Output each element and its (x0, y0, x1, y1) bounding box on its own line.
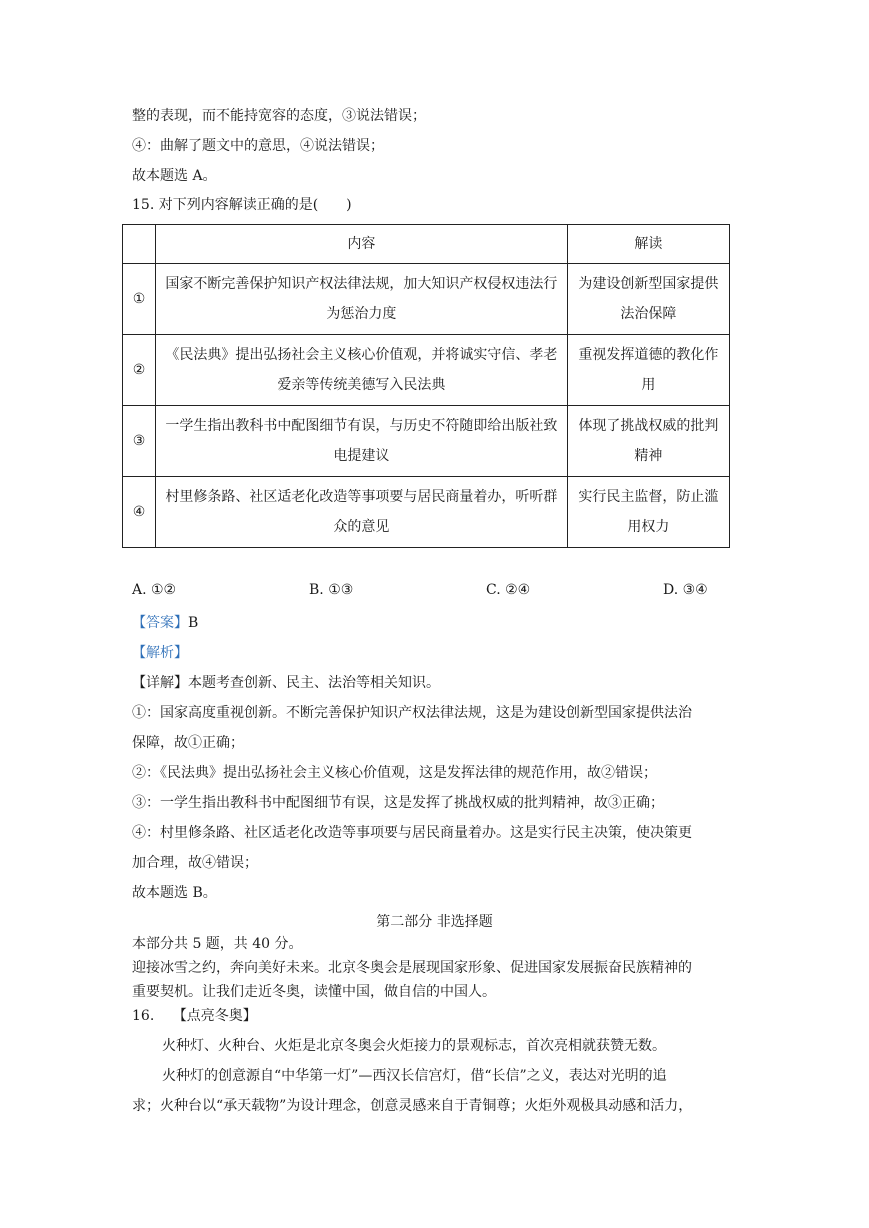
row-content: 《民法典》提出弘扬社会主义核心价值观，并将诚实守信、孝老爱亲等传统美德写入民法典 (156, 335, 568, 406)
explanation-line: ③：一学生指出教科书中配图细节有误，这是发挥了挑战权威的批判精神，故③正确； (132, 795, 664, 811)
top-line-2: ④：曲解了题文中的意思，④说法错误； (132, 138, 384, 154)
row-num: ③ (123, 406, 156, 477)
part2-note: 本部分共 5 题，共 40 分。 (132, 936, 303, 952)
explanation-line: 加合理，故④错误； (132, 855, 258, 871)
row-content: 一学生指出教科书中配图细节有误，与历史不符随即给出版社致电提建议 (156, 406, 568, 477)
top-line-3: 故本题选 A。 (132, 168, 217, 184)
part2-title: 第二部分 非选择题 (376, 914, 493, 930)
row-content: 国家不断完善保护知识产权法律法规，加大知识产权侵权违法行为惩治力度 (156, 264, 568, 335)
part2-intro-line: 迎接冰雪之约，奔向美好未来。北京冬奥会是展现国家形象、促进国家发展振奋民族精神的 (132, 960, 692, 976)
row-interp: 重视发挥道德的教化作用 (567, 335, 729, 406)
explanation-line: ①：国家高度重视创新。不断完善保护知识产权法律法规，这是为建设创新型国家提供法治 (132, 705, 692, 721)
row-num: ② (123, 335, 156, 406)
row-num: ④ (123, 477, 156, 548)
q16-paragraph-line: 求；火种台以“承天载物”为设计理念，创意灵感来自于青铜尊；火炬外观极具动感和活力， (132, 1098, 693, 1114)
row-interp: 体现了挑战权威的批判精神 (567, 406, 729, 477)
table-row (123, 477, 730, 548)
option-c: C. ②④ (486, 582, 531, 598)
header-num-cell (123, 225, 156, 264)
header-interp: 解读 (567, 225, 729, 264)
answer-value: B (188, 615, 199, 631)
option-a: A. ①② (132, 582, 177, 598)
explanation-line: ②：《民法典》提出弘扬社会主义核心价值观，这是发挥法律的规范作用，故②错误； (132, 765, 657, 781)
table-header-row (123, 225, 730, 264)
row-interp: 实行民主监督，防止滥用权力 (567, 477, 729, 548)
option-b: B. ①③ (309, 582, 354, 598)
table-row (123, 264, 730, 335)
analysis-tag: 【解析】 (132, 645, 188, 661)
table-row (123, 406, 730, 477)
answer-line (132, 613, 198, 633)
part2-intro-line: 重要契机。让我们走近冬奥，读懂中国，做自信的中国人。 (132, 984, 496, 1000)
row-content: 村里修条路、社区适老化改造等事项要与居民商量着办，听听群众的意见 (156, 477, 568, 548)
q16-label: 16. 【点亮冬奥】 (132, 1008, 257, 1024)
explanation-line: 【详解】本题考查创新、民主、法治等相关知识。 (132, 675, 440, 691)
row-num: ① (123, 264, 156, 335)
q15-table (122, 224, 730, 548)
explanation-line: 保障，故①正确； (132, 735, 244, 751)
header-content: 内容 (156, 225, 568, 264)
table-row (123, 335, 730, 406)
q16-paragraph-line: 火种灯、火种台、火炬是北京冬奥会火炬接力的景观标志，首次亮相就获赞无数。 (162, 1038, 666, 1054)
explanation-line: 故本题选 B。 (132, 885, 217, 901)
row-interp: 为建设创新型国家提供法治保障 (567, 264, 729, 335)
top-line-1: 整的表现，而不能持宽容的态度，③说法错误； (132, 108, 426, 124)
q15-stem: 15. 对下列内容解读正确的是( ) (132, 197, 352, 213)
option-d: D. ③④ (663, 582, 708, 598)
explanation-line: ④：村里修条路、社区适老化改造等事项要与居民商量着办。这是实行民主决策，使决策更 (132, 825, 692, 841)
answer-tag: 【答案】 (132, 615, 188, 631)
q16-paragraph-line: 火种灯的创意源自“中华第一灯”—西汉长信宫灯，借“长信”之义，表达对光明的追 (162, 1068, 667, 1084)
